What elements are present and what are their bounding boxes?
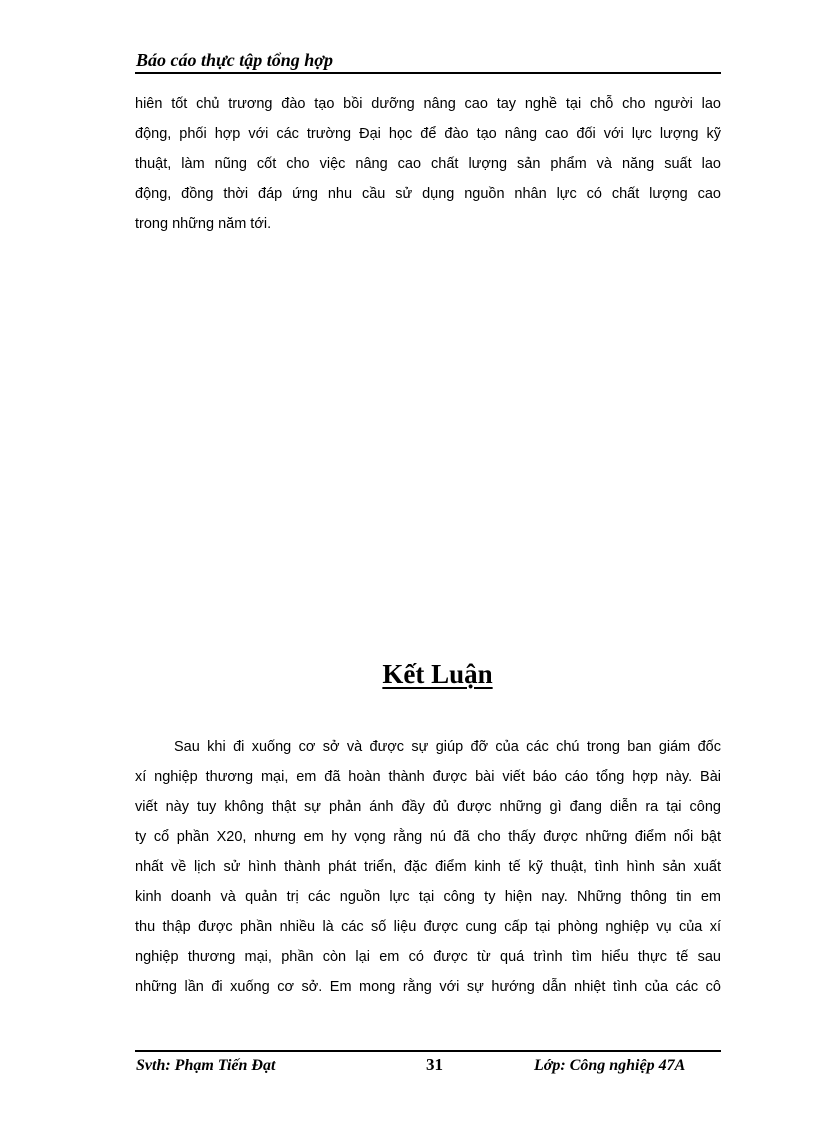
header-title: Báo cáo thực tập tổng hợp bbox=[136, 50, 333, 70]
text-line: thuật, làm nũng cốt cho việc nâng cao chất lượng sản phẩm và năng suất lao bbox=[135, 156, 721, 172]
page-header bbox=[135, 48, 721, 74]
text-line: những lần đi xuống cơ sở. Em mong rằng với sự hướng dẫn nhiệt tình của các cô bbox=[135, 979, 721, 995]
footer-class: Lớp: Công nghiệp 47A bbox=[534, 1057, 686, 1074]
paragraph-conclusion bbox=[135, 732, 721, 1002]
text-line: ty cổ phần X20, nhưng em hy vọng rằng nú đã cho thấy được những điểm nổi bật bbox=[135, 829, 721, 845]
text-line: kinh doanh và quản trị các nguồn lực tại công ty hiện nay. Những thông tin em bbox=[135, 889, 721, 905]
text-line: nghiệp thương mại, phần còn lại em có được từ quá trình tìm hiểu thực tế sau bbox=[135, 949, 721, 965]
section-heading-text: Kết Luận bbox=[382, 659, 493, 689]
footer-student-name: Svth: Phạm Tiến Đạt bbox=[136, 1057, 276, 1074]
page-number: 31 bbox=[426, 1055, 443, 1074]
text-line: Sau khi đi xuống cơ sở và được sự giúp đỡ của các chú trong ban giám đốc bbox=[174, 739, 721, 755]
text-line: viết này tuy không thật sự phản ánh đầy đủ được những gì đang diễn ra tại công bbox=[135, 799, 721, 815]
text-line: thu thập được phần nhiều là các số liệu được cung cấp tại phòng nghiệp vụ của xí bbox=[135, 919, 721, 935]
page-footer bbox=[135, 1050, 721, 1080]
text-line: động, đồng thời đáp ứng nhu cầu sử dụng nguồn nhân lực có chất lượng cao bbox=[135, 186, 721, 202]
section-heading bbox=[0, 656, 816, 692]
text-line: xí nghiệp thương mại, em đã hoàn thành được bài viết báo cáo tổng hợp này. Bài bbox=[135, 769, 721, 785]
text-line: trong những năm tới. bbox=[135, 216, 272, 232]
text-line: động, phối hợp với các trường Đại học để đào tạo nâng cao đối với lực lượng kỹ bbox=[135, 126, 721, 142]
text-line: nhất về lịch sử hình thành phát triển, đặc điểm kinh tế kỹ thuật, tình hình sản xuất bbox=[135, 859, 721, 875]
text-line: hiên tốt chủ trương đào tạo bồi dưỡng nâng cao tay nghề tại chỗ cho người lao bbox=[135, 96, 721, 112]
paragraph-continuation bbox=[135, 89, 721, 239]
